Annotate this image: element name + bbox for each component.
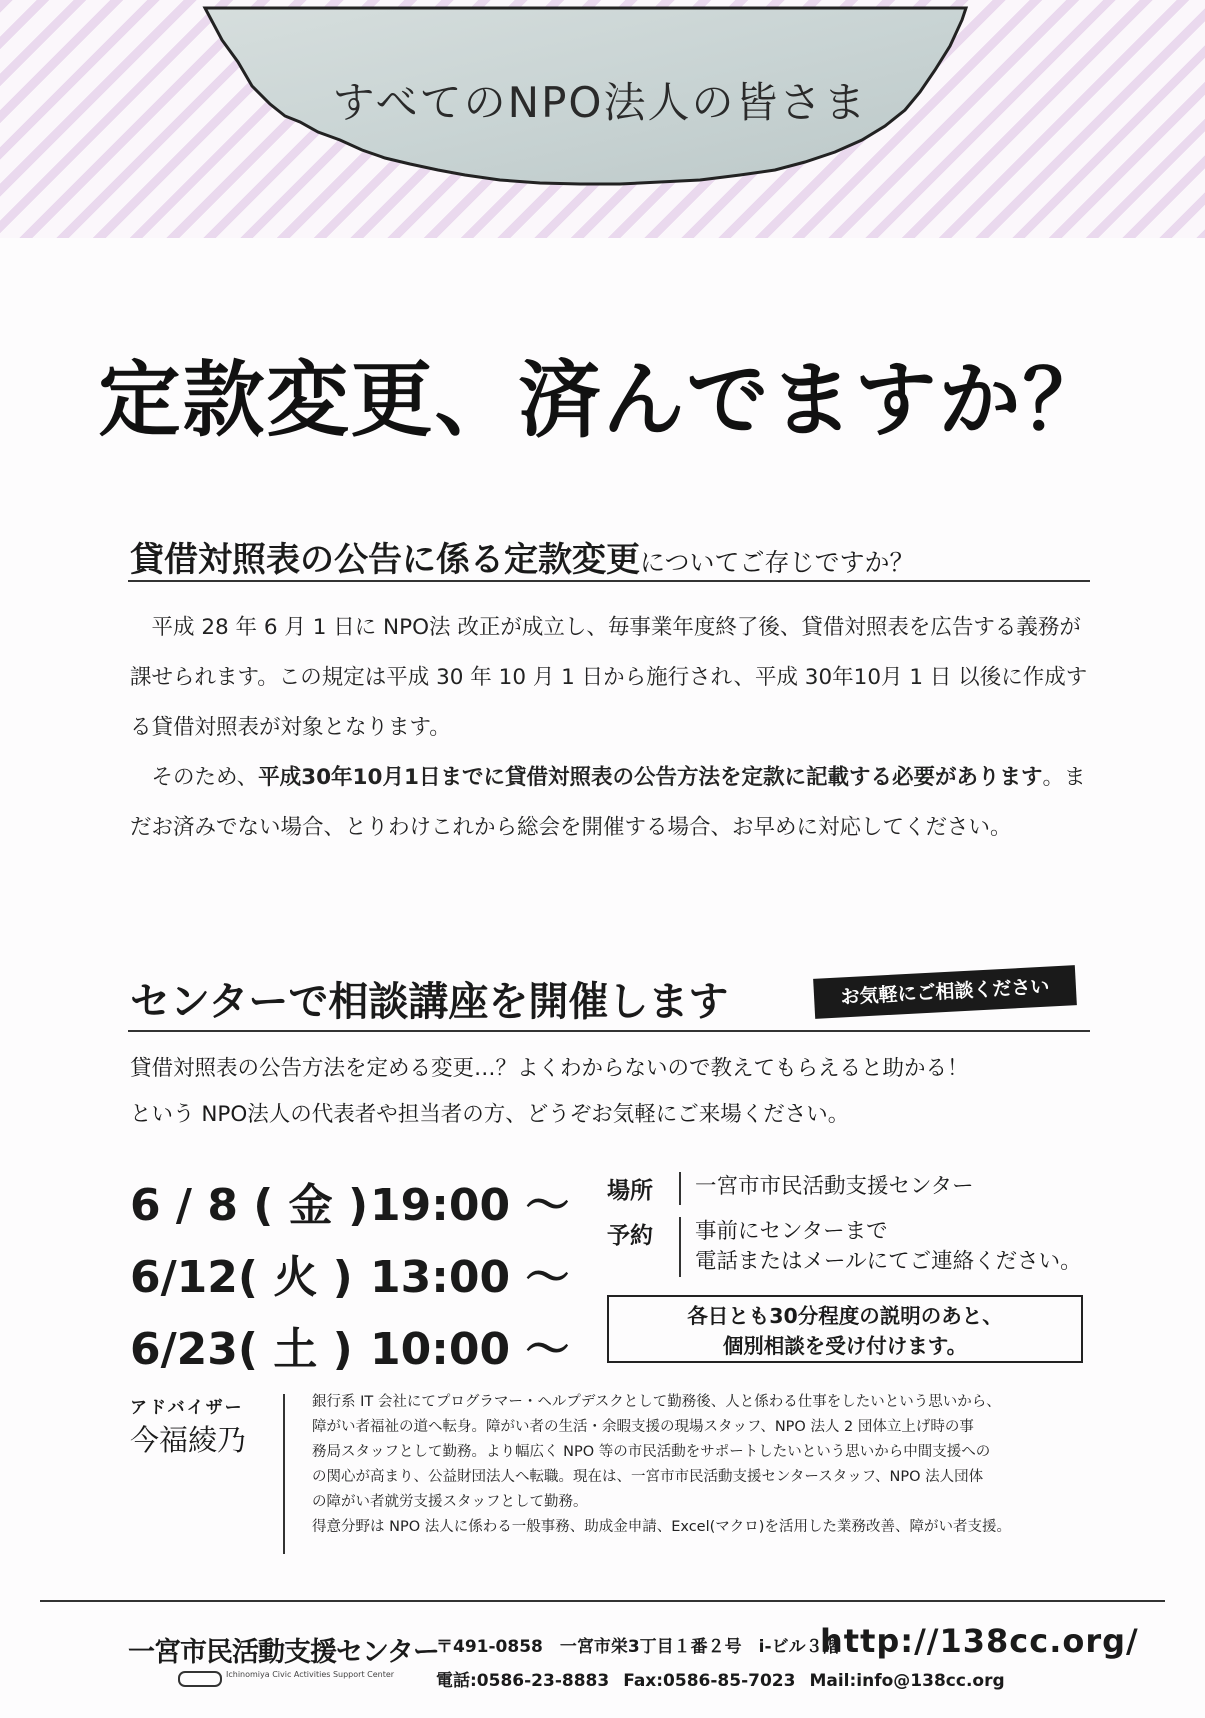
center-logo: 一宮市民活動支援センター bbox=[128, 1637, 439, 1668]
website-link[interactable]: http://138cc.org/ bbox=[820, 1622, 1139, 1660]
section1-heading bbox=[130, 532, 1090, 581]
page-title: 定款変更、済んでますか？ bbox=[98, 353, 1107, 448]
notice-line-1: 各日とも30分程度の説明のあと、 bbox=[687, 1304, 1003, 1328]
reservation-value bbox=[695, 1217, 1082, 1277]
footer-address: 〒491-0858 一宮市栄3丁目１番２号 i-ビル３階 bbox=[436, 1637, 840, 1657]
para2-bold: 平成30年10月1日までに貸借対照表の公告方法を定款に記載する必要があります bbox=[258, 765, 1043, 790]
para2-tail: 。まだお済みでない場合、とりわけこれから総会を開催する場合、お早めに対応してください。 bbox=[130, 765, 1086, 840]
bio-line: 得意分野は NPO 法人に係わる一般事務、助成金申請、Excel(マクロ)を活用した業務改善、障がい者支援。 bbox=[312, 1519, 1011, 1535]
reservation-line-1: 事前にセンターまで bbox=[695, 1219, 888, 1244]
event-info bbox=[607, 1172, 1107, 1289]
session-row bbox=[130, 1314, 569, 1386]
venue-label: 場所 bbox=[607, 1172, 681, 1205]
venue-value: 一宮市市民活動支援センター bbox=[695, 1174, 974, 1199]
section1-paragraph-1: 平成 28 年 6 月 1 日に NPO法 改正が成立し、毎事業年度終了後、貸借対照表を広告する義務が課せられます。この規定は平成 30 年 10 月 1 日から施行され、平成 30年10月 1 日 以後に作成する貸借対照表が対象となります。 bbox=[130, 615, 1088, 740]
session-time: 10:00 ～ bbox=[370, 1324, 570, 1375]
audience-label: すべてのNPO法人の皆さま bbox=[332, 78, 868, 127]
logo-mark-icon bbox=[178, 1671, 222, 1687]
footer-contact bbox=[436, 1666, 1019, 1691]
fax-number: Fax:0586-85-7023 bbox=[623, 1671, 796, 1691]
bio-line: の障がい者就労支援スタッフとして勤務。 bbox=[312, 1494, 588, 1510]
reservation-row bbox=[607, 1217, 1107, 1277]
phone-number: 電話:0586-23-8883 bbox=[436, 1671, 610, 1691]
notice-line-2: 個別相談を受け付けます。 bbox=[722, 1334, 968, 1358]
advisor-role: アドバイザー bbox=[130, 1398, 244, 1418]
advisor-bio bbox=[312, 1390, 1102, 1540]
section1-body bbox=[130, 603, 1100, 853]
section1-heading-normal: についてご存じですか？ bbox=[640, 548, 915, 577]
email-address[interactable]: Mail:info@138cc.org bbox=[809, 1671, 1005, 1691]
session-date: 6 / 8 ( 金 ) bbox=[130, 1180, 369, 1231]
section1-heading-bold: 貸借対照表の公告に係る定款変更 bbox=[130, 540, 640, 580]
session-row bbox=[130, 1170, 569, 1242]
section2-intro-line-2: という NPO法人の代表者や担当者の方、どうぞお気軽にご来場ください。 bbox=[130, 1102, 850, 1127]
footer-divider bbox=[40, 1600, 1165, 1602]
section1-divider bbox=[128, 580, 1090, 582]
session-schedule bbox=[130, 1170, 569, 1386]
bio-line: 務局スタッフとして勤務。より幅広く NPO 等の市民活動をサポートしたいという思いから中間支援への bbox=[312, 1444, 991, 1460]
reservation-label: 予約 bbox=[607, 1217, 681, 1277]
section2-divider bbox=[128, 1030, 1090, 1032]
bio-line: 銀行系 IT 会社にてプログラマー・ヘルプデスクとして勤務後、人と係わる仕事をしたいという思いから、 bbox=[312, 1394, 1001, 1410]
para2-lead: そのため、 bbox=[151, 765, 259, 790]
section2-intro-line-1: 貸借対照表の公告方法を定める変更…？よくわからないので教えてもらえると助かる！ bbox=[130, 1056, 969, 1081]
session-date: 6/12( 火 ) bbox=[130, 1252, 353, 1303]
bio-line: の関心が高まり、公益財団法人へ転職。現在は、一宮市市民活動支援センタースタッフ、NPO 法人団体 bbox=[312, 1469, 984, 1485]
section2-heading: センターで相談講座を開催します bbox=[130, 979, 729, 1025]
center-logo-english: Ichinomiya Civic Activities Support Center bbox=[226, 1670, 395, 1679]
bio-line: 障がい者福祉の道へ転身。障がい者の生活・余暇支援の現場スタッフ、NPO 法人 2 団体立上げ時の事 bbox=[312, 1419, 974, 1435]
section1-paragraph-2 bbox=[130, 753, 1100, 853]
reservation-line-2: 電話またはメールにてご連絡ください。 bbox=[695, 1249, 1082, 1274]
session-row bbox=[130, 1242, 569, 1314]
advisor-divider bbox=[283, 1394, 285, 1554]
venue-row bbox=[607, 1172, 1107, 1205]
advisor-name: 今福綾乃 bbox=[130, 1423, 247, 1457]
consult-tag: お気軽にご相談ください bbox=[813, 965, 1077, 1019]
session-date: 6/23( 土 ) bbox=[130, 1324, 353, 1375]
session-time: 19:00 ～ bbox=[370, 1180, 570, 1231]
session-time: 13:00 ～ bbox=[370, 1252, 570, 1303]
session-notice-box bbox=[607, 1295, 1083, 1363]
